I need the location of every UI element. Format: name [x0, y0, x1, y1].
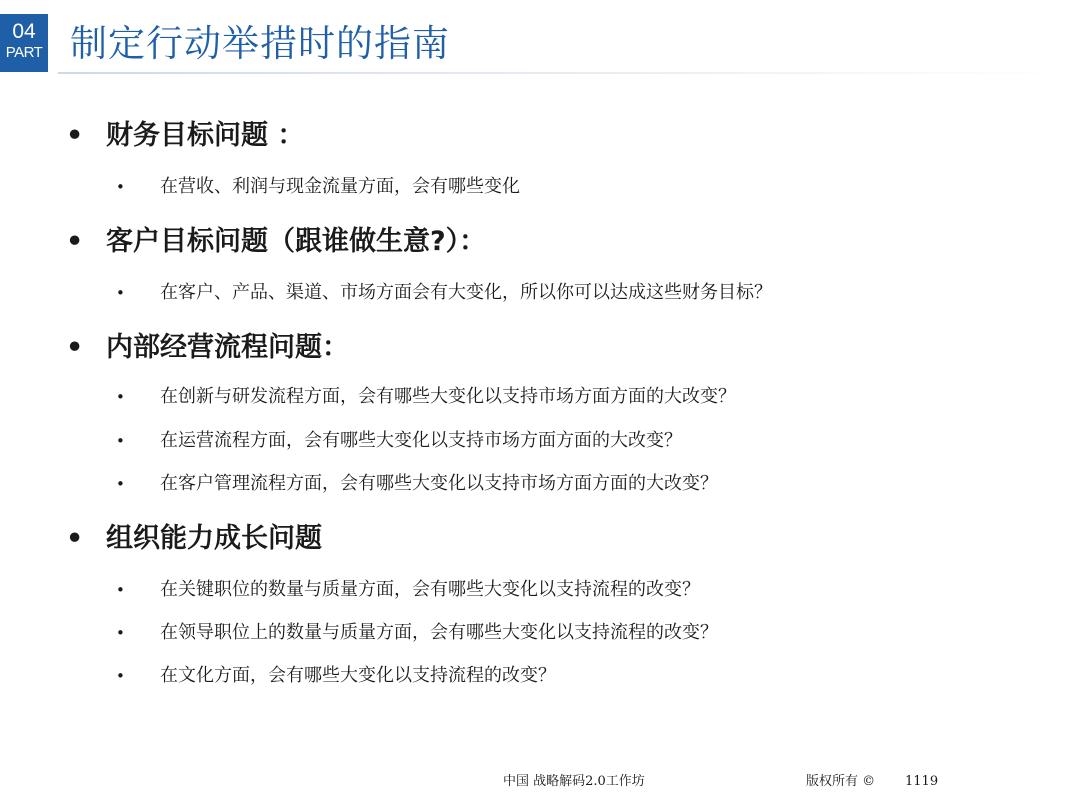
- list-item-text: 在客户管理流程方面，会有哪些大变化以支持市场方面方面的大改变？: [160, 473, 718, 494]
- bullet-icon: •: [116, 667, 125, 685]
- section-heading-text: 财务目标问题 ：: [106, 120, 305, 151]
- list-item-text: 在运营流程方面，会有哪些大变化以支持市场方面方面的大改变？: [160, 430, 682, 451]
- footer-workshop-label: 中国 战略解码2.0工作坊: [503, 774, 645, 789]
- section-heading-text: 客户目标问题（跟谁做生意?）：: [106, 226, 487, 257]
- list-item: [116, 280, 772, 306]
- bullet-icon: •: [116, 475, 125, 493]
- bullet-icon: •: [116, 624, 125, 642]
- bullet-icon: •: [66, 523, 84, 554]
- bullet-icon: •: [66, 120, 84, 151]
- list-item-text: 在客户、产品、渠道、市场方面会有大变化，所以你可以达成这些财务目标？: [160, 282, 772, 303]
- page-title: 制定行动举措时的指南: [70, 22, 450, 65]
- section-heading-internal-process: [66, 330, 349, 366]
- bullet-icon: •: [66, 226, 84, 257]
- section-heading-financial: [66, 118, 304, 154]
- list-item: [116, 428, 682, 454]
- list-item: [116, 577, 700, 603]
- bullet-icon: •: [116, 581, 125, 599]
- part-number: 04: [12, 20, 36, 43]
- section-heading-text: 组织能力成长问题: [106, 523, 322, 554]
- bullet-icon: •: [116, 178, 125, 196]
- list-item-text: 在创新与研发流程方面，会有哪些大变化以支持市场方面方面的大改变？: [160, 386, 736, 407]
- list-item-text: 在文化方面，会有哪些大变化以支持流程的改变？: [160, 665, 556, 686]
- list-item: [116, 620, 718, 646]
- bullet-icon: •: [116, 432, 125, 450]
- list-item: [116, 471, 718, 497]
- list-item: [116, 174, 520, 200]
- bullet-icon: •: [66, 332, 84, 363]
- section-heading-text: 内部经营流程问题：: [106, 332, 349, 363]
- list-item-text: 在领导职位上的数量与质量方面，会有哪些大变化以支持流程的改变？: [160, 622, 718, 643]
- section-heading-org-capability: [66, 521, 322, 557]
- list-item: [116, 663, 556, 689]
- part-label: PART: [5, 44, 43, 61]
- page-number: 1119: [905, 774, 939, 789]
- bullet-icon: •: [116, 388, 125, 406]
- footer-copyright: 版权所有 ©: [806, 774, 876, 789]
- list-item: [116, 384, 736, 410]
- bullet-icon: •: [116, 284, 125, 302]
- list-item-text: 在关键职位的数量与质量方面，会有哪些大变化以支持流程的改变？: [160, 579, 700, 600]
- list-item-text: 在营收、利润与现金流量方面，会有哪些变化: [160, 176, 520, 197]
- section-heading-customer: [66, 224, 486, 260]
